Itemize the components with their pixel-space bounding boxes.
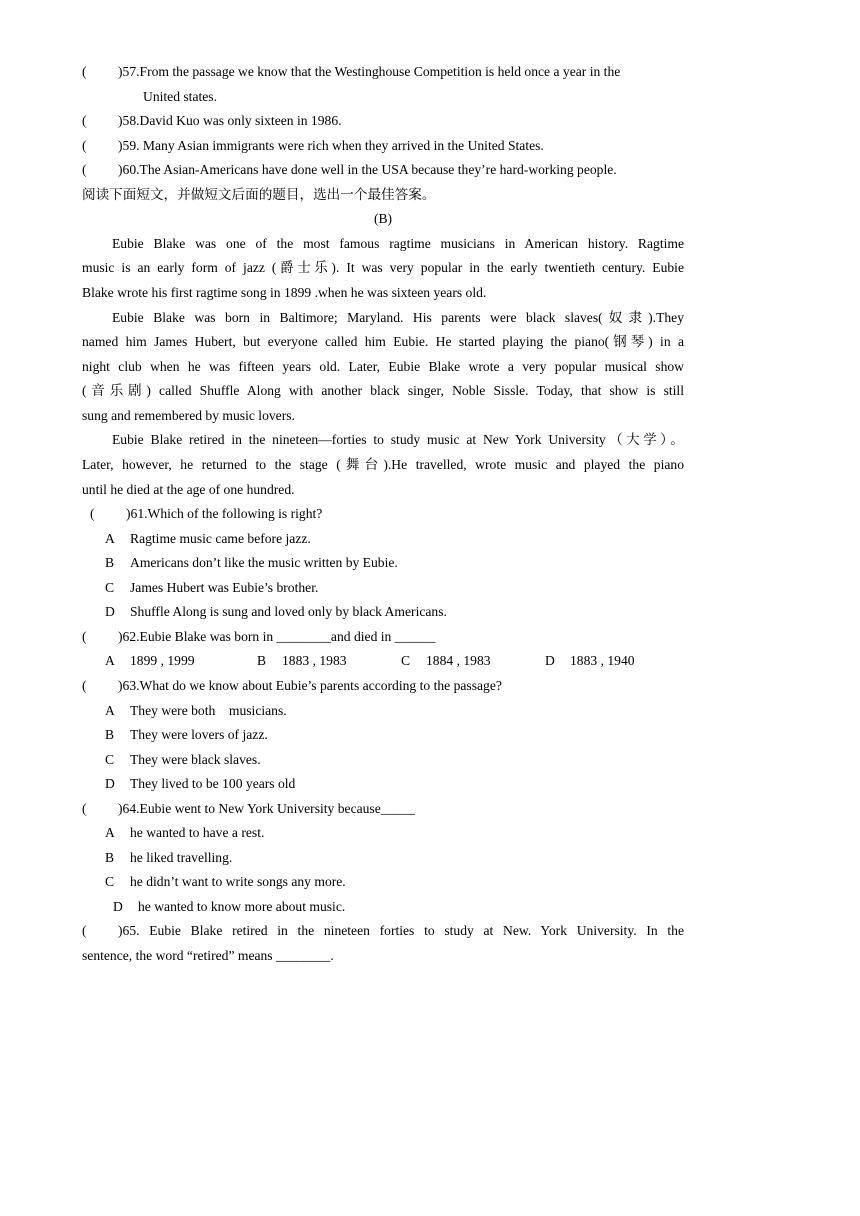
passage-p3-line3: until he died at the age of one hundred.	[82, 482, 295, 497]
q61-option-d: D Shuffle Along is sung and loved only by black Americans.	[105, 604, 447, 619]
section-label: (B)	[373, 211, 393, 226]
q63-option-d: D They lived to be 100 years old	[105, 776, 296, 791]
question-60: ( )60.The Asian-Americans have done well in the USA because they’re hard-working people.	[82, 162, 617, 177]
passage-p1-line1: Eubie Blake was one of the most famous ragtime musicians in American history. Ragtime	[112, 236, 684, 251]
passage-p2-line3: night club when he was fifteen years old. Later, Eubie Blake wrote a very popular musical show	[82, 359, 684, 374]
question-64: ( )64.Eubie went to New York University because_____	[82, 801, 415, 816]
q61-option-b: B Americans don’t like the music written by Eubie.	[105, 555, 398, 570]
reading-instruction: 阅读下面短文，并做短文后面的题目，选出一个最佳答案。	[82, 187, 436, 202]
passage-p2-line5: sung and remembered by music lovers.	[82, 408, 295, 423]
question-59: ( )59. Many Asian immigrants were rich when they arrived in the United States.	[82, 138, 544, 153]
q63-option-a: A They were both musicians.	[105, 703, 287, 718]
q64-option-a: A he wanted to have a rest.	[105, 825, 265, 840]
question-65-line2: sentence, the word “retired” means ________.	[82, 948, 334, 963]
question-61: ( )61.Which of the following is right?	[90, 506, 323, 521]
passage-p3-line1: Eubie Blake retired in the nineteen—forties to study music at New York University（大学）。	[112, 432, 684, 447]
passage-p1-line3: Blake wrote his first ragtime song in 1899 .when he was sixteen years old.	[82, 285, 487, 300]
passage-p3-line2: Later, however, he returned to the stage (舞台).He travelled, wrote music and played the piano	[82, 457, 684, 472]
question-57: ( )57.From the passage we know that the Westinghouse Competition is held once a year in the	[82, 64, 621, 79]
q62-option-a: A 1899 , 1999	[105, 653, 195, 668]
q62-option-d: D 1883 , 1940	[545, 653, 635, 668]
passage-p2-line4: (音乐剧) called Shuffle Along with another black singer, Noble Sissle. Today, that show is still	[82, 383, 684, 398]
question-65-line1: ( )65. Eubie Blake retired in the nineteen forties to study at New. York University. In the	[82, 923, 684, 938]
q61-option-a: A Ragtime music came before jazz.	[105, 531, 311, 546]
question-58: ( )58.David Kuo was only sixteen in 1986.	[82, 113, 342, 128]
question-62: ( )62.Eubie Blake was born in ________and died in ______	[82, 629, 436, 644]
passage-p2-line2: named him James Hubert, but everyone called him Eubie. He started playing the piano(钢琴) in a	[82, 334, 684, 349]
q64-option-b: B he liked travelling.	[105, 850, 233, 865]
question-57-continuation: United states.	[143, 89, 217, 104]
q61-option-c: C James Hubert was Eubie’s brother.	[105, 580, 319, 595]
q62-option-b: B 1883 , 1983	[257, 653, 347, 668]
q63-option-c: C They were black slaves.	[105, 752, 261, 767]
passage-p2-line1: Eubie Blake was born in Baltimore; Maryland. His parents were black slaves(奴隶).They	[112, 310, 684, 325]
q64-option-d: D he wanted to know more about music.	[113, 899, 346, 914]
q63-option-b: B They were lovers of jazz.	[105, 727, 268, 742]
q62-option-c: C 1884 , 1983	[401, 653, 491, 668]
passage-p1-line2: music is an early form of jazz (爵士乐). It was very popular in the early twentieth century. Eubie	[82, 260, 684, 275]
q64-option-c: C he didn’t want to write songs any more.	[105, 874, 346, 889]
question-63: ( )63.What do we know about Eubie’s parents according to the passage?	[82, 678, 502, 693]
